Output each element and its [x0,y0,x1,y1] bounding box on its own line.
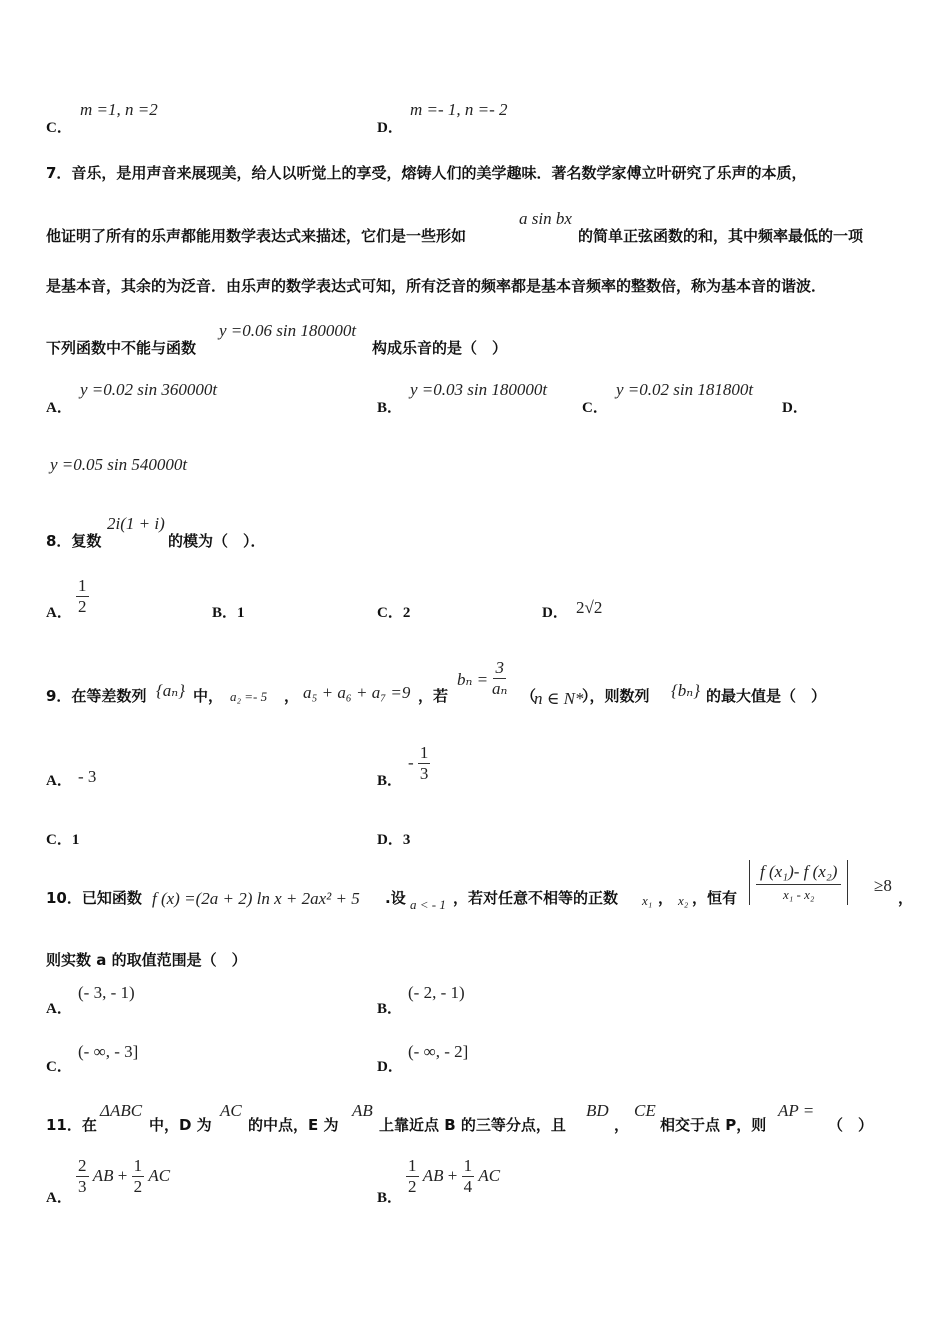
q8-option-a-denominator: 2 [78,596,87,616]
q10-option-b-label: B． [377,1001,403,1017]
q7-line-4-a: 下列函数中不能与函数 [46,339,197,357]
q9-option-b-numerator: 1 [419,743,429,762]
q8-stem-a: 8．复数 [46,532,102,550]
q11-option-b-vector-1: AB [422,1166,444,1186]
q9-bn-lhs: bₙ = [457,670,489,689]
q10-line-2: 则实数 a 的取值范围是（ ） [46,951,247,969]
q7-option-a-math: y =0.02 sin 360000t [80,380,218,399]
q11-option-a-coef-1-numerator: 2 [78,1156,87,1175]
q7-line-2-b: 的简单正弦函数的和，其中频率最低的一项 [578,227,864,245]
q10-option-b-math: (- 2, - 1) [408,983,465,1002]
q10-option-a-math: (- 3, - 1) [78,983,135,1002]
q11-stem-e: 相交于点 P，则 [660,1116,767,1134]
q9-bn-fraction [490,658,509,698]
q7-line-1: 7．音乐，是用声音来展现美，给人以听觉上的享受，熔铸人们的美学趣味．著名数学家傅立叶研究了乐声的本质， [46,164,807,182]
q7-option-a-label: A． [46,400,72,416]
q11-ab: AB [352,1101,373,1120]
q9-stem-c: ，若 [418,687,449,705]
q11-option-a-vector-1: AB [92,1166,114,1186]
q11-stem-f: （ ） [828,1116,874,1134]
q8-stem-b: 的模为（ ）． [168,532,266,550]
q10-stem-c: ，若对任意不相等的正数 [453,889,619,907]
q10-inequality: ≥8 [874,876,892,895]
q9-stem-a: 9．在等差数列 [46,687,147,705]
q9-comma: ， [284,687,300,705]
q10-fraction-numerator: f (x₁)- f (x₂) [756,860,841,885]
q8-stem-math: 2i(1 + i) [107,514,165,533]
q6-option-c-math: m =1, n =2 [80,100,158,119]
q8-option-b: B．1 [212,605,245,621]
q10-stem-b: .设 [385,889,406,907]
q9-option-c: C．1 [46,832,80,848]
q11-stem-d: 上靠近点 B 的三等分点，且 [379,1116,566,1134]
q7-line-3: 是基本音，其余的为泛音．由乐声的数学表达式可知，所有泛音的频率都是基本音频率的整数倍，称为基本音的谐波． [46,277,827,295]
q11-option-b-label: B． [377,1190,403,1206]
q9-domain: n ∈ N* [534,689,584,708]
q11-stem-a: 11．在 [46,1116,97,1134]
q11-ce: CE [634,1101,656,1120]
q7-option-c-math: y =0.02 sin 181800t [616,380,754,399]
q6-option-c-label: C． [46,120,72,136]
q7-option-d-math: y =0.05 sin 540000t [50,455,188,474]
q11-option-a-label: A． [46,1190,72,1206]
q10-function: f (x) =(2a + 2) ln x + 2ax² + 5 [152,889,360,908]
q7-option-b-label: B． [377,400,403,416]
q9-bn-denominator: aₙ [492,678,508,698]
q8-option-d-math: 2√2 [576,598,603,617]
q9-condition-2: a₅ + a₆ + a₇ =9 [303,683,411,702]
q10-option-d-label: D． [377,1059,403,1075]
q8-option-c: C．2 [377,605,411,621]
q9-option-b-label: B． [377,773,403,789]
q8-option-d-label: D． [542,605,568,621]
q11-option-b-coef-1-numerator: 1 [408,1156,417,1175]
q9-condition-1: a₂ =- 5 [230,689,268,704]
q10-stem-a: 10．已知函数 [46,889,142,907]
q11-option-a-coef-1-denominator: 3 [78,1176,87,1196]
q11-option-a-coef-2-denominator: 2 [133,1176,143,1196]
q10-abs-fraction [749,860,848,905]
q11-ap: AP = [778,1101,815,1120]
q7-option-d-label: D． [782,400,808,416]
q10-x1: x₁ [642,893,653,908]
q11-stem-b: 中，D 为 [149,1116,212,1134]
q7-line-4-b: 构成乐音的是（ ） [372,339,508,357]
q10-comma: ， [658,889,674,907]
q9-paren-open: （ [521,687,537,705]
q10-option-a-label: A． [46,1001,72,1017]
q10-option-c-label: C． [46,1059,72,1075]
q9-option-d: D．3 [377,832,411,848]
q6-option-d-label: D． [377,120,403,136]
q9-stem-b: 中， [193,687,224,705]
q10-option-d-math: (- ∞, - 2] [408,1042,469,1061]
q7-line-4-math: y =0.06 sin 180000t [219,321,357,340]
q9-sequence-b: {bₙ} [671,681,700,700]
q9-option-b-denominator: 3 [419,763,429,783]
q9-option-b-sign: - [408,753,414,773]
q8-option-a-math [76,576,89,616]
q11-option-b-coef-2-numerator: 1 [463,1156,473,1175]
q10-option-c-math: (- ∞, - 3] [78,1042,139,1061]
q11-option-b-vector-2: AC [478,1166,501,1186]
q9-stem-d: ），则数列 [582,687,650,705]
q11-option-b-math [406,1156,500,1196]
q11-ac: AC [220,1101,242,1120]
q11-option-b-coef-2-denominator: 4 [463,1176,473,1196]
q7-option-b-math: y =0.03 sin 180000t [410,380,548,399]
q11-bd: BD [586,1101,609,1120]
q6-option-d-math: m =- 1, n =- 2 [410,100,508,119]
q11-option-a-vector-2: AC [148,1166,171,1186]
q11-option-a-coef-2-numerator: 1 [133,1156,143,1175]
q11-triangle: ΔABC [100,1101,143,1120]
q7-line-2-math: a sin bx [519,209,572,228]
q7-option-c-label: C． [582,400,608,416]
q9-option-a-math: - 3 [78,767,97,786]
q10-x2: x₂ [678,893,689,908]
q10-condition: a < - 1 [410,897,446,912]
q8-option-a-label: A． [46,605,72,621]
q9-option-b-math [408,743,430,783]
q11-option-b-coef-1-denominator: 2 [408,1176,417,1196]
q11-stem-c: 的中点，E 为 [248,1116,339,1134]
q9-option-a-label: A． [46,773,72,789]
q9-bn-numerator: 3 [495,658,504,677]
q10-fraction-denominator: x₁ - x₂ [783,886,815,902]
q11-option-b-plus: + [447,1166,458,1186]
q11-option-a-math [76,1156,170,1196]
q9-sequence-a: {aₙ} [156,681,185,700]
q11-option-a-plus: + [117,1166,128,1186]
q9-stem-e: 的最大值是（ ） [706,687,827,705]
q10-stem-d: ，恒有 [692,889,738,907]
q7-line-2-a: 他证明了所有的乐声都能用数学表达式来描述，它们是一些形如 [46,227,467,245]
q8-option-a-numerator: 1 [78,576,87,595]
q11-comma: ， [614,1116,630,1134]
q10-stem-e: ， [898,889,914,907]
